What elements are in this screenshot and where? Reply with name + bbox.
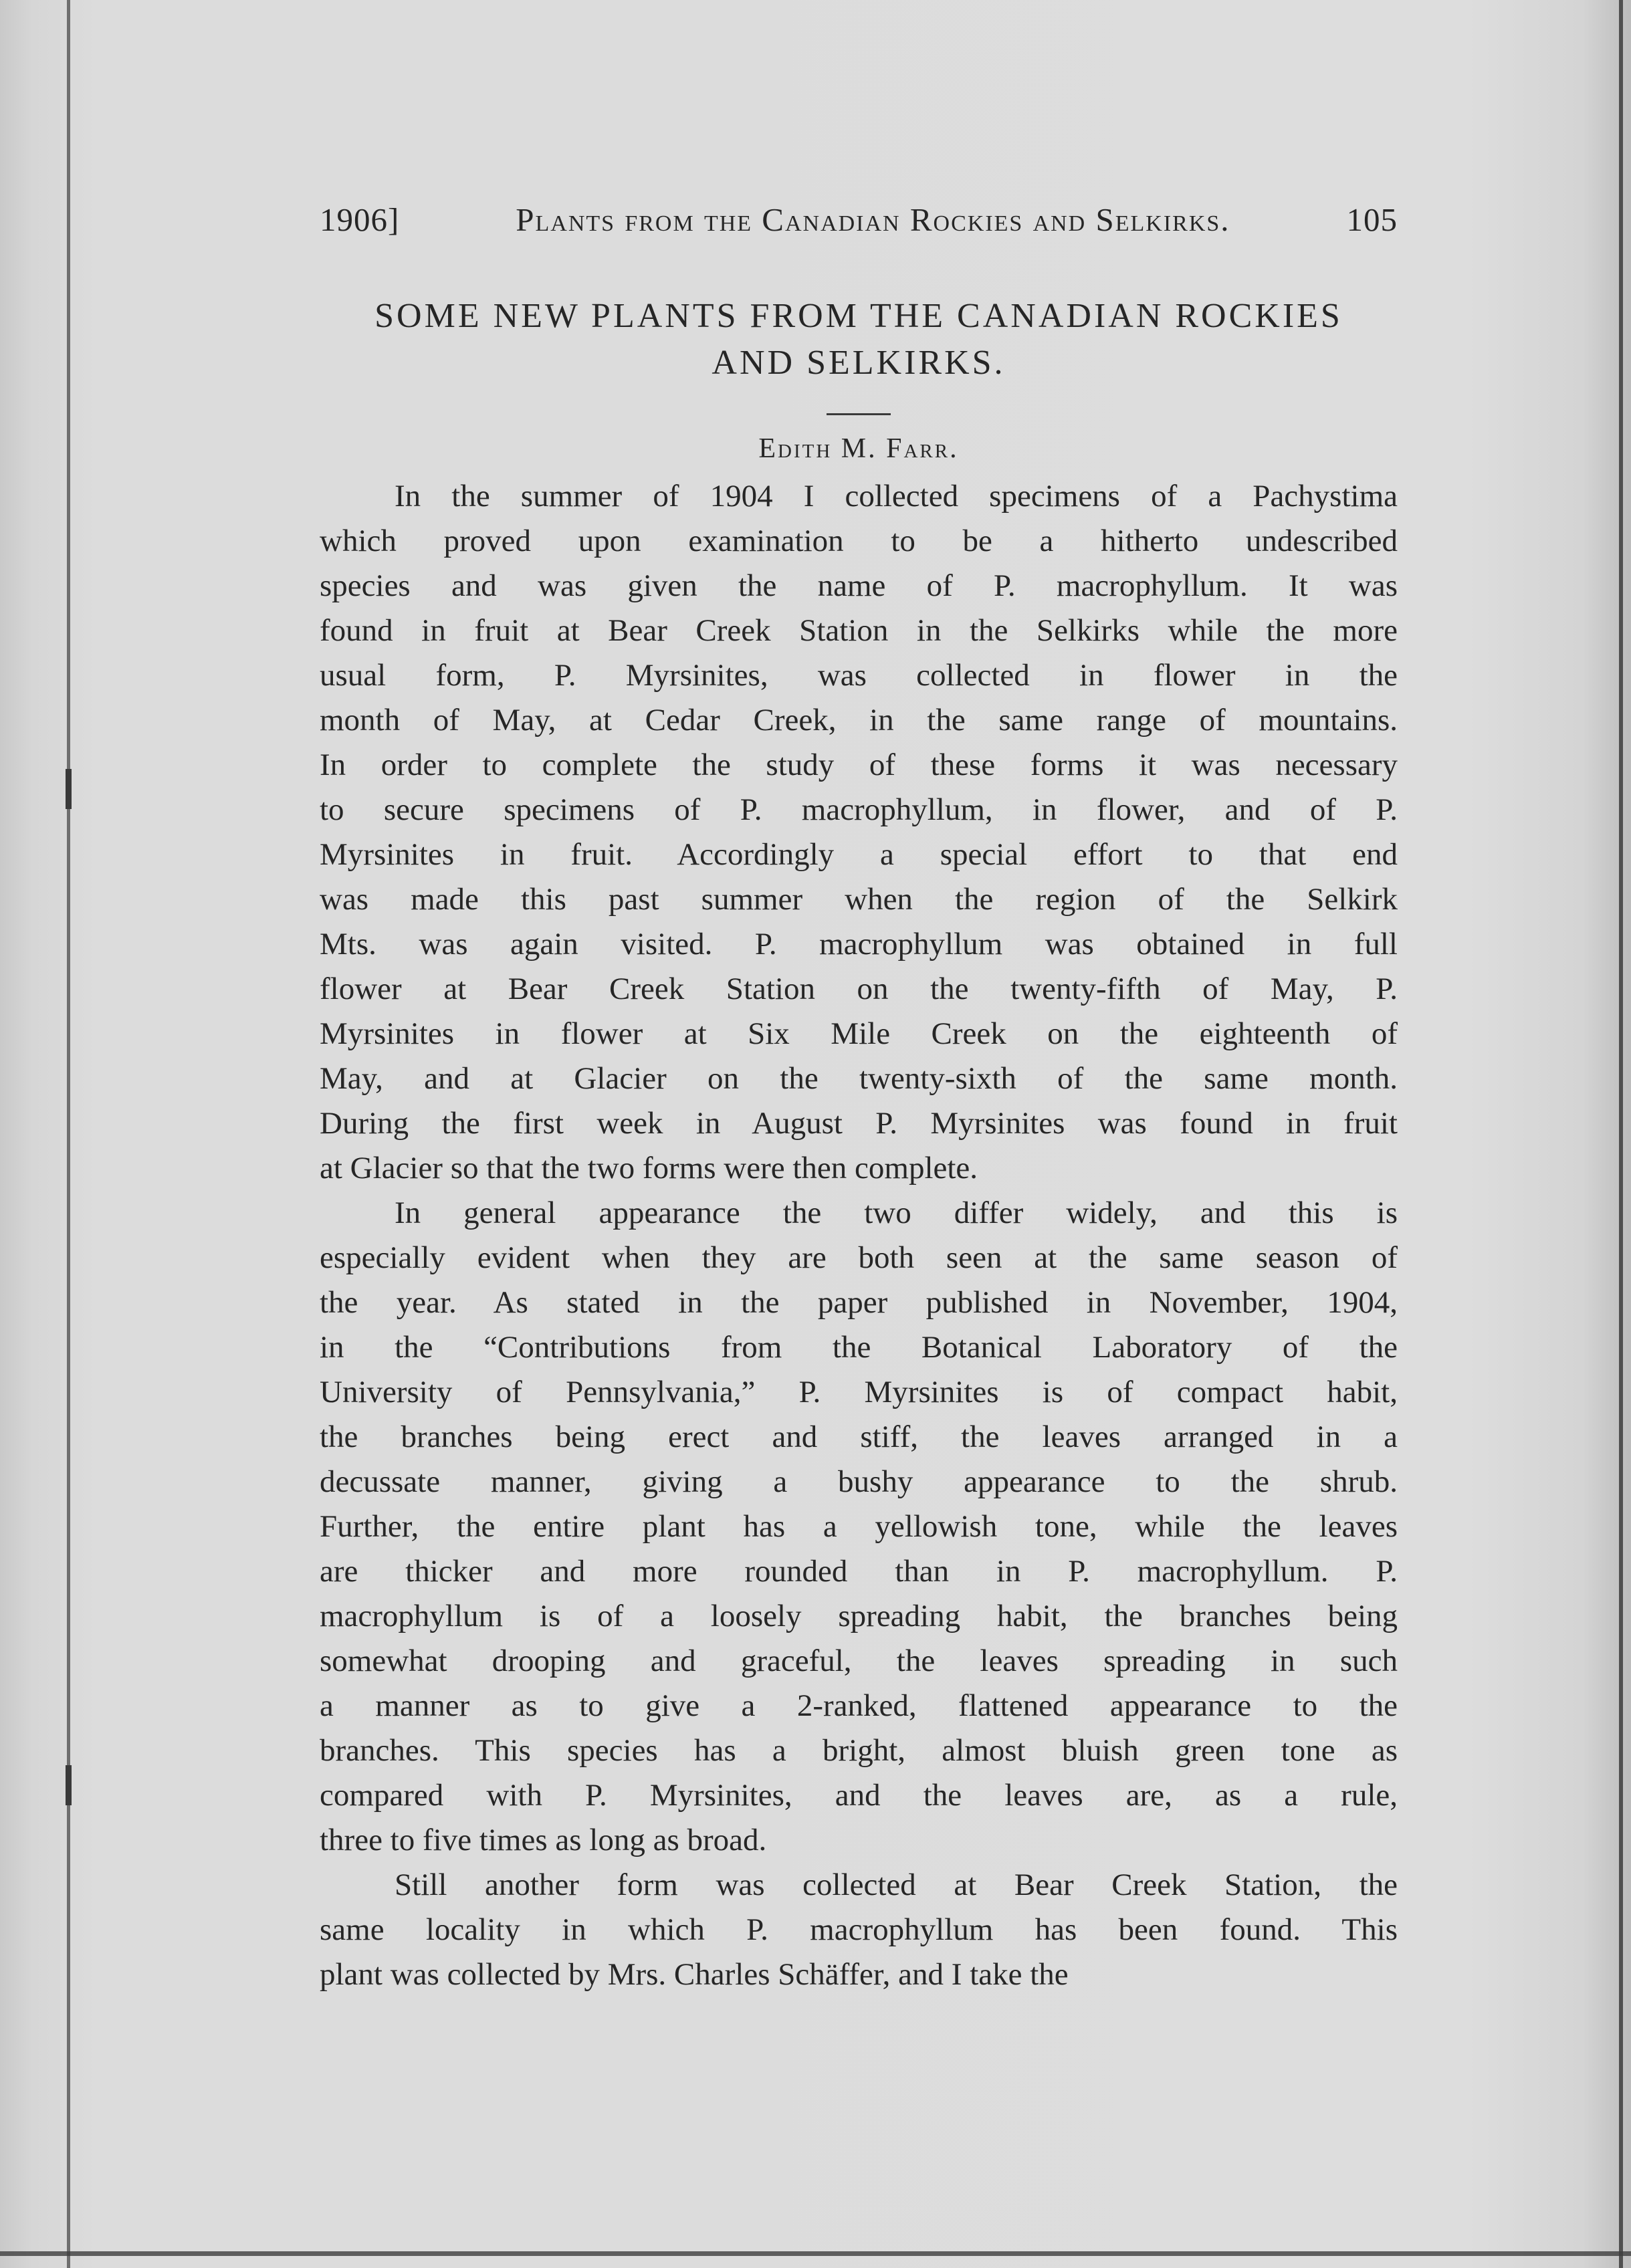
page-content — [320, 201, 1398, 1997]
text-line: flower at Bear Creek Station on the twenty-fifth of May, P. — [320, 972, 1398, 1006]
running-head-year: 1906] — [320, 201, 400, 238]
binding-mark — [66, 769, 72, 809]
text-line: Mts. was again visited. P. macrophyllum was obtained in full — [320, 927, 1398, 961]
text-line: In the summer of 1904 I collected specimens of a Pachystima — [395, 479, 1398, 514]
text-line: the branches being erect and stiff, the leaves arranged in a — [320, 1420, 1398, 1454]
page-number: 105 — [1346, 201, 1398, 238]
running-head — [320, 201, 1398, 247]
article-title — [320, 293, 1398, 386]
text-line: University of Pennsylvania,” P. Myrsinites is of compact habit, — [320, 1375, 1398, 1409]
text-line: In order to complete the study of these forms it was necessary — [320, 748, 1398, 782]
text-line: a manner as to give a 2-ranked, flattened appearance to the — [320, 1688, 1398, 1723]
text-line: decussate manner, giving a bushy appearance to the shrub. — [320, 1464, 1398, 1499]
text-line: in the “Contributions from the Botanical Laboratory of the — [320, 1330, 1398, 1365]
text-line: compared with P. Myrsinites, and the leaves are, as a rule, — [320, 1778, 1398, 1813]
binding-line — [67, 0, 70, 2268]
page-edge-right — [1619, 0, 1623, 2268]
text-line: somewhat drooping and graceful, the leaves spreading in such — [320, 1643, 1398, 1678]
text-line: plant was collected by Mrs. Charles Schäffer, and I take the — [320, 1957, 1069, 1992]
paragraph — [320, 474, 1398, 1191]
text-line: Myrsinites in flower at Six Mile Creek on the eighteenth of — [320, 1016, 1398, 1051]
text-line: month of May, at Cedar Creek, in the same range of mountains. — [320, 703, 1398, 738]
title-rule — [827, 413, 891, 415]
text-line: Myrsinites in fruit. Accordingly a special effort to that end — [320, 837, 1398, 872]
text-line: During the first week in August P. Myrsinites was found in fruit — [320, 1106, 1398, 1141]
text-line: same locality in which P. macrophyllum has been found. This — [320, 1912, 1398, 1947]
text-line: usual form, P. Myrsinites, was collected in flower in the — [320, 658, 1398, 693]
text-line: branches. This species has a bright, almost bluish green tone as — [320, 1733, 1398, 1768]
text-line: Still another form was collected at Bear Creek Station, the — [395, 1867, 1398, 1902]
paragraph — [320, 1191, 1398, 1863]
running-head-title: Plants from the Canadian Rockies and Selkirks. — [516, 201, 1230, 238]
text-line: May, and at Glacier on the twenty-sixth of the same month. — [320, 1061, 1398, 1096]
text-line: at Glacier so that the two forms were then complete. — [320, 1151, 978, 1185]
text-line: found in fruit at Bear Creek Station in the Selkirks while the more — [320, 613, 1398, 648]
text-line: which proved upon examination to be a hitherto undescribed — [320, 524, 1398, 558]
text-line: the year. As stated in the paper published in November, 1904, — [320, 1285, 1398, 1320]
text-line: Further, the entire plant has a yellowish tone, while the leaves — [320, 1509, 1398, 1544]
paragraph — [320, 1863, 1398, 1997]
article-title-line: AND SELKIRKS. — [712, 344, 1006, 382]
text-line: especially evident when they are both seen at the same season of — [320, 1240, 1398, 1275]
text-line: was made this past summer when the region of the Selkirk — [320, 882, 1398, 917]
page-edge-bottom — [0, 2251, 1631, 2256]
text-line: to secure specimens of P. macrophyllum, in flower, and of P. — [320, 792, 1398, 827]
text-line: species and was given the name of P. macrophyllum. It was — [320, 568, 1398, 603]
binding-mark — [66, 1765, 72, 1805]
author-name: Edith M. Farr. — [758, 433, 959, 464]
article-title-line: SOME NEW PLANTS FROM THE CANADIAN ROCKIES — [374, 297, 1343, 335]
text-line: macrophyllum is of a loosely spreading habit, the branches being — [320, 1599, 1398, 1633]
text-line: In general appearance the two differ widely, and this is — [395, 1196, 1398, 1230]
text-line: are thicker and more rounded than in P. macrophyllum. P. — [320, 1554, 1398, 1589]
text-line: three to five times as long as broad. — [320, 1823, 767, 1857]
